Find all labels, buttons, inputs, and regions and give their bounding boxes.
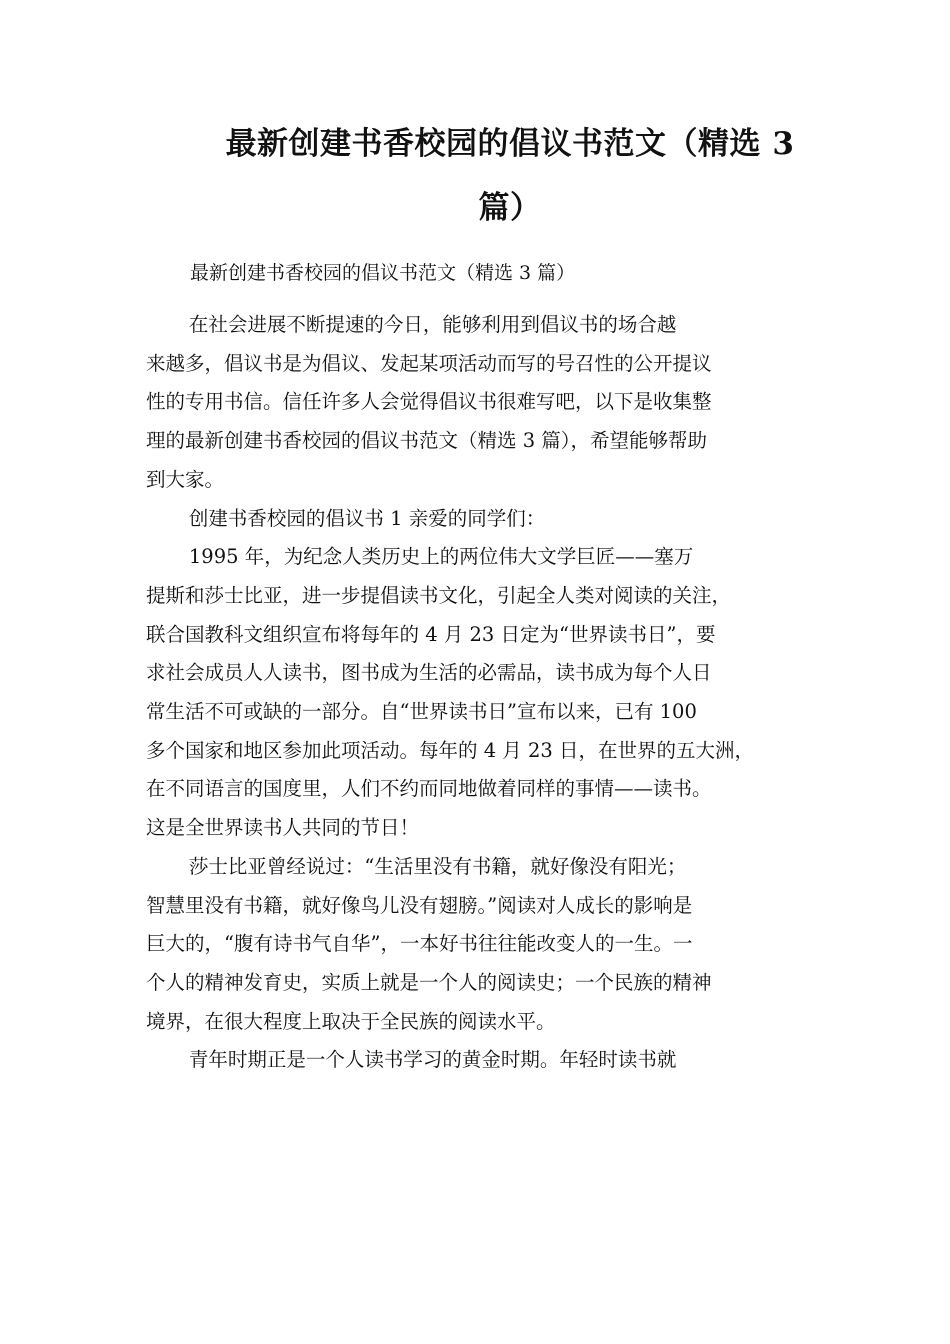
paragraph [146,500,834,539]
title-line-2: 篇） [478,190,542,226]
paragraph-line: 到大家。 [146,467,225,491]
paragraph-line: 在不同语言的国度里，人们不约而同地做着同样的事情——读书。 [146,777,712,801]
paragraph [146,306,834,500]
paragraph-line: 在社会进展不断提速的今日，能够利用到倡议书的场合越 [188,313,677,336]
paragraph [146,538,834,848]
paragraph-line: 这是全世界读书人共同的节日！ [146,816,420,840]
paragraph-line: 个人的精神发育史，实质上就是一个人的阅读史；一个民族的精神 [146,970,712,994]
paragraph-line: 莎士比亚曾经说过：“生活里没有书籍，就好像没有阳光； [188,854,687,878]
paragraph-line: 巨大的，“腹有诗书气自华”，一本好书往往能改变人的一生。一 [146,932,693,956]
paragraph [146,1041,834,1080]
paragraph [146,848,834,1042]
paragraph-line: 来越多，倡议书是为倡议、发起某项活动而写的号召性的公开提议 [146,351,712,375]
paragraph-line: 求社会成员人人读书，图书成为生活的必需品，读书成为每个人日 [146,661,712,685]
paragraph-line: 提斯和莎士比亚，进一步提倡读书文化，引起全人类对阅读的关注， [146,583,732,607]
paragraph-line: 性的专用书信。信任许多人会觉得倡议书很难写吧，以下是收集整 [146,390,712,414]
paragraph-line: 理的最新创建书香校园的倡议书范文（精选 3 篇），希望能够帮助 [146,429,708,453]
paragraph-line: 常生活不可或缺的一部分。自“世界读书日”宣布以来，已有 100 [146,700,697,724]
paragraph-line: 智慧里没有书籍，就好像鸟儿没有翅膀。”阅读对人成长的影响是 [146,893,693,917]
paragraph-line: 境界，在很大程度上取决于全民族的阅读水平。 [146,1009,556,1033]
paragraph-line: 多个国家和地区参加此项活动。每年的 4 月 23 日，在世界的五大洲， [146,738,755,762]
document-subtitle: 最新创建书香校园的倡议书范文（精选 3 篇） [190,262,576,284]
paragraph-line: 1995 年，为纪念人类历史上的两位伟大文学巨匠——塞万 [188,545,694,569]
paragraph-line: 青年时期正是一个人读书学习的黄金时期。年轻时读书就 [188,1048,677,1072]
title-line-1: 最新创建书香校园的倡议书范文（精选 3 [225,126,795,162]
paragraph-line: 联合国教科文组织宣布将每年的 4 月 23 日定为“世界读书日”，要 [146,622,716,646]
paragraph-line: 创建书香校园的倡议书 1 亲爱的同学们： [188,506,546,530]
document-title [170,112,850,240]
document-body [146,306,834,1080]
